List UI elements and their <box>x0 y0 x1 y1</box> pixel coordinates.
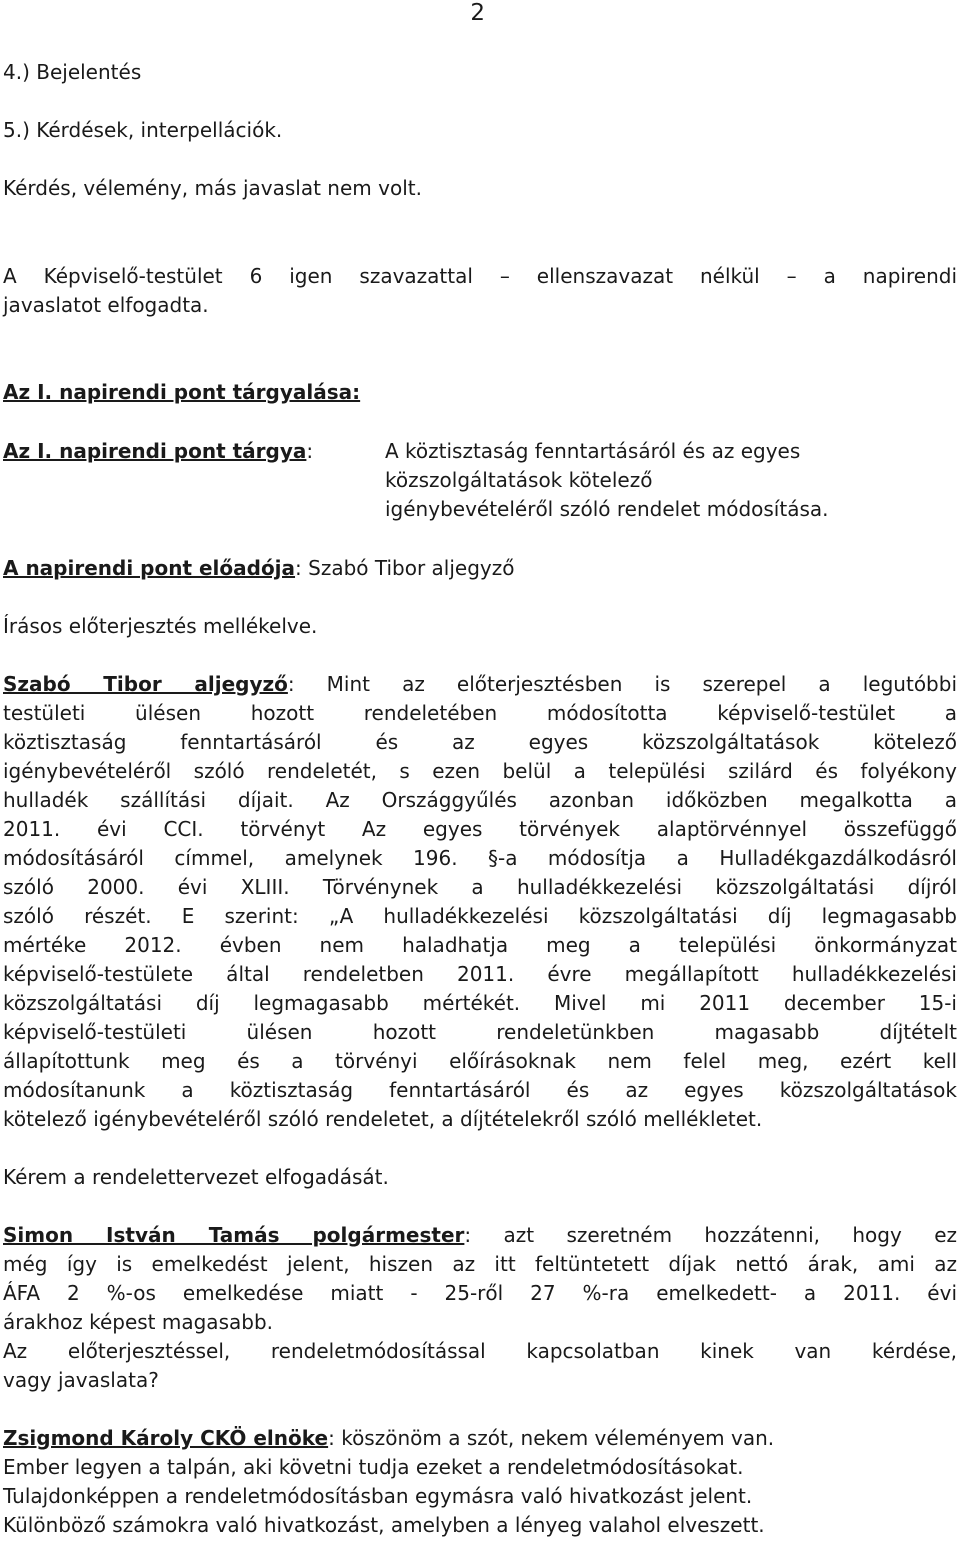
speech-line: közszolgáltatási díj legmagasabb mértékét. Mivel mi 2011 december 15-i <box>3 991 957 1015</box>
speech-line: Az előterjesztéssel, rendeletmódosítással kapcsolatban kinek van kérdése, <box>3 1339 957 1363</box>
speech-line: Tulajdonképpen a rendeletmódosításban egymásra való hivatkozást jelent. <box>3 1484 753 1508</box>
speech-line: testületi ülésen hozott rendeletében módosította képviselő-testület a <box>3 701 957 725</box>
speech-line: köztisztaság fenntartásáról és az egyes közszolgáltatások kötelező <box>3 730 957 754</box>
speech-line: ÁFA 2 %-os emelkedése miatt - 25-ről 27 %-ra emelkedett- a 2011. évi <box>3 1281 957 1305</box>
speech-line: hulladék szállítási díjait. Az Országgyűlés azonban időközben megalkotta a <box>3 788 957 812</box>
speech-line: 2011. évi CCI. törvényt Az egyes törvények alaptörvénnyel összefüggő <box>3 817 957 841</box>
speech-line: vagy javaslata? <box>3 1368 159 1392</box>
speech-line: képviselő-testületi ülésen hozott rendeletünkben magasabb díjtételt <box>3 1020 957 1044</box>
presenter-text: : Szabó Tibor aljegyző <box>295 556 515 580</box>
subject-line: igénybevételéről szóló rendelet módosítása. <box>385 497 829 521</box>
speaker-name: Zsigmond Károly CKÖ elnöke <box>3 1426 329 1450</box>
presenter-label: A napirendi pont előadója <box>3 556 296 580</box>
subject-label: Az I. napirendi pont tárgya <box>3 439 307 463</box>
attachment-note: Írásos előterjesztés mellékelve. <box>3 614 318 638</box>
speech-line: Különböző számokra való hivatkozást, amelyben a lényeg valahol elveszett. <box>3 1513 765 1537</box>
speech-line: állapítottunk meg és a törvényi előírásoknak nem felel meg, ezért kell <box>3 1049 957 1073</box>
speech-line: módosításáról címmel, amelynek 196. §-a módosítja a Hulladékgazdálkodásról <box>3 846 957 870</box>
speech-line: Ember legyen a talpán, aki követni tudja ezeket a rendeletmódosításokat. <box>3 1455 744 1479</box>
page-number: 2 <box>470 0 485 26</box>
speech-line: képviselő-testülete által rendeletben 2011. évre megállapított hulladékkezelési <box>3 962 957 986</box>
speech-line: szóló 2000. évi XLIII. Törvénynek a hulladékkezelési közszolgáltatási díjról <box>3 875 957 899</box>
agenda-subject <box>3 439 313 463</box>
speaker-name: Simon István Tamás polgármester <box>3 1223 465 1247</box>
speech-line: Szabó Tibor aljegyző: Mint az előterjesztésben is szerepel a legutóbbi <box>3 672 958 696</box>
speech-line: igénybevételéről szóló rendeletét, s ezen belül a települési szilárd és folyékony <box>3 759 957 783</box>
subject-colon: : <box>306 439 314 463</box>
speech-line: Simon István Tamás polgármester: azt szeretném hozzátenni, hogy ez <box>3 1223 957 1247</box>
speech-line: még így is emelkedést jelent, hiszen az itt feltüntetett díjak nettó árak, ami az <box>3 1252 957 1276</box>
vote-line: javaslatot elfogadta. <box>3 293 209 317</box>
speech-line: szóló részét. E szerint: „A hulladékkezelési közszolgáltatási díj legmagasabb <box>3 904 957 928</box>
agenda-heading: Az I. napirendi pont tárgyalása: <box>3 380 361 404</box>
speech-line: kötelező igénybevételéről szóló rendeletet, a díjtételekről szóló mellékletet. <box>3 1107 763 1131</box>
speech-line: mértéke 2012. évben nem haladhatja meg a települési önkormányzat <box>3 933 957 957</box>
questions-note: Kérdés, vélemény, más javaslat nem volt. <box>3 176 422 200</box>
agenda-item-5: 5.) Kérdések, interpellációk. <box>3 118 283 142</box>
speaker-name: Szabó Tibor aljegyző <box>3 672 288 696</box>
speech-line: módosítanunk a köztisztaság fenntartásáról és az egyes közszolgáltatások <box>3 1078 957 1102</box>
subject-line: A köztisztaság fenntartásáról és az egyes <box>385 439 801 463</box>
vote-line: A Képviselő-testület 6 igen szavazattal – ellenszavazat nélkül – a napirendi <box>3 264 957 288</box>
agenda-item-4: 4.) Bejelentés <box>3 60 142 84</box>
presenter-line <box>3 556 514 580</box>
request-line: Kérem a rendelettervezet elfogadását. <box>3 1165 389 1189</box>
subject-line: közszolgáltatások kötelező <box>385 468 653 492</box>
speech-line: árakhoz képest magasabb. <box>3 1310 273 1334</box>
speech-line: Zsigmond Károly CKÖ elnöke: köszönöm a szót, nekem véleményem van. <box>3 1426 775 1450</box>
